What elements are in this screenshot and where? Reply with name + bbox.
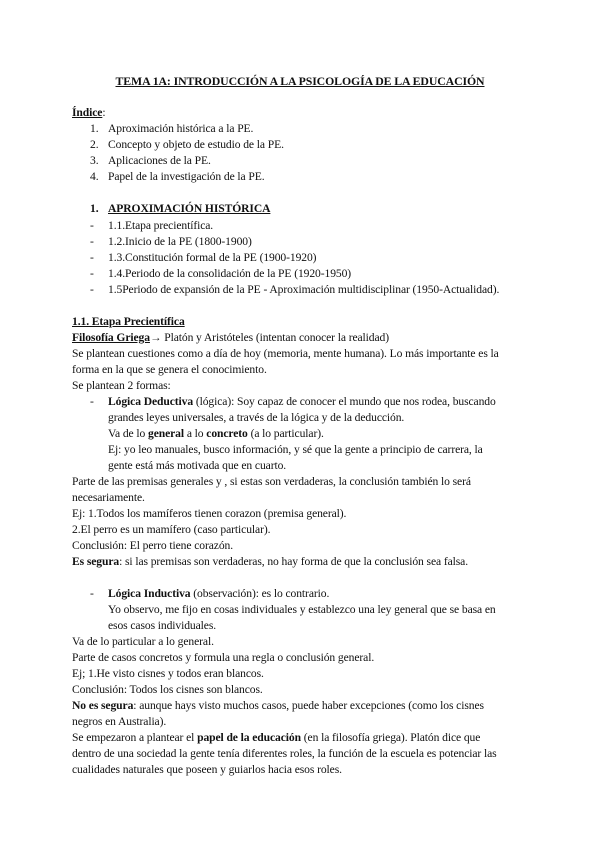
- paragraph-line: 2.El perro es un mamífero (caso particular).: [72, 523, 271, 536]
- index-item-text: Papel de la investigación de la PE.: [108, 170, 265, 183]
- paragraph-line: Va de lo particular a lo general.: [72, 635, 214, 648]
- deductiva-label: Lógica Deductiva: [108, 395, 194, 408]
- paragraph-line: Conclusión: El perro tiene corazón.: [72, 539, 234, 552]
- section-list-text: 1.4.Periodo de la consolidación de la PE (1920-1950): [108, 267, 352, 280]
- filosofia-line: [72, 330, 389, 345]
- paragraph-line: Parte de las premisas generales y , si estas son verdaderas, la conclusión también lo será: [72, 475, 471, 488]
- index-item-number: 3.: [90, 154, 99, 167]
- paragraph-line: Se plantean cuestiones como a día de hoy (memoria, mente humana). Lo más importante es la: [72, 347, 499, 360]
- concreto-term: concreto: [206, 427, 248, 440]
- document-page: TEMA 1A: INTRODUCCIÓN A LA PSICOLOGÍA DE LA EDUCACIÓN Índice: 1. Aproximación histórica a la PE. 2. Concepto y objeto de estudio de la PE. 3. Aplicaciones de la PE. 4. Papel de la investigación de la PE. 1. APROXIMACIÓN HISTÓRICA - 1.1.Etapa precientífica. - 1.2.Inicio de la PE (1800-1900) - 1.3.Constitución formal de la PE (1900-1920) - 1.4.Periodo de la consolidación de la PE (1920-1950) - 1.5Periodo de expansión de la PE - Aproximación multidisciplinar (1950-Actualidad). 1.1. Etapa Precientífica Filosofía Griega→ Platón y Aristóteles (intentan conocer la realidad) Se plantean cuestiones como a día de hoy (memoria, mente humana). Lo más importante es la forma en la que se genera el conocimiento. Se plantean 2 formas: - Lógica Deductiva (lógica): Soy capaz de conocer el mundo que nos rodea, buscando grandes leyes universales, a través de la lógica y de la deducción. Va de lo general a lo concreto (a lo particular). Ej: yo leo manuales, busco información, y sé que la gente a principio de carrera, la gente está más motivada que en cuarto. Parte de las premisas generales y , si estas son verdaderas, la conclusión también lo será necesariamente. Ej: 1.Todos los mamíferos tienen corazon (premisa general). 2.El perro es un mamífero (caso particular). Conclusión: El perro tiene corazón. Es segura: si las premisas son verdaderas, no hay forma de que la conclusión sea falsa. - Lógica Inductiva (observación): es lo contrario. Yo observo, me fijo en cosas individuales y establezco una ley general que se basa en esos casos individuales. Va de lo particular a lo general. Parte de casos concretos y formula una regla o conclusión general. Ej; 1.He visto cisnes y todos eran blancos. Conclusión: Todos los cisnes son blancos. No es segura: aunque hays visto muchos casos, puede haber excepciones (como los cisnes negros en Australia). Se empezaron a plantear el papel de la educación (en la filosofía griega). Platón dice que dentro de una sociedad la gente tenía diferentes roles, la función de la escuela es potenciar las cualidades naturales que poseen y guiarlos hacia esos roles.: [0, 0, 600, 848]
- section-title: APROXIMACIÓN HISTÓRICA: [108, 202, 271, 215]
- inductiva-line: esos casos individuales.: [108, 619, 217, 632]
- inductiva-line: Yo observo, me fijo en cosas individuales y establezco una ley general que se basa en: [108, 603, 496, 616]
- segura-label: Es segura: [72, 555, 120, 568]
- filosofia-text: → Platón y Aristóteles (intentan conocer la realidad): [149, 331, 389, 344]
- section-list-text: 1.3.Constitución formal de la PE (1900-1920): [108, 251, 317, 264]
- index-item-number: 4.: [90, 170, 99, 183]
- subsection-heading: 1.1. Etapa Precientífica: [72, 315, 185, 328]
- section-number: 1.: [90, 202, 99, 215]
- paragraph-line: Ej; 1.He visto cisnes y todos eran blancos.: [72, 667, 264, 680]
- paragraph-line: Parte de casos concretos y formula una regla o conclusión general.: [72, 651, 375, 664]
- paragraph-line: Se plantean 2 formas:: [72, 379, 171, 392]
- index-item-number: 2.: [90, 138, 99, 151]
- deductiva-line: grandes leyes universales, a través de la lógica y de la deducción.: [108, 411, 405, 424]
- paragraph-line: dentro de una sociedad la gente tenía diferentes roles, la función de la escuela es potenciar las: [72, 747, 497, 760]
- papel-term: papel de la educación: [197, 731, 301, 744]
- paragraph-line: cualidades naturales que poseen y guiarlos hacia esos roles.: [72, 763, 342, 776]
- index-item-text: Aproximación histórica a la PE.: [108, 122, 254, 135]
- inductiva-text: (observación): es lo contrario.: [190, 587, 330, 600]
- index-item-text: Concepto y objeto de estudio de la PE.: [108, 138, 284, 151]
- index-colon: :: [102, 106, 106, 119]
- deductiva-line: Ej: yo leo manuales, busco información, y sé que la gente a principio de carrera, la: [108, 443, 483, 456]
- deductiva-line: Va de lo general a lo concreto (a lo particular).: [108, 427, 324, 440]
- deductiva-text: (lógica): Soy capaz de conocer el mundo que nos rodea, buscando: [193, 395, 496, 408]
- inductiva-label: Lógica Inductiva: [108, 587, 191, 600]
- index-heading: [72, 105, 105, 120]
- index-item-text: Aplicaciones de la PE.: [108, 154, 211, 167]
- section-list-text: 1.1.Etapa precientífica.: [108, 219, 214, 232]
- paragraph-line: necesariamente.: [72, 491, 145, 504]
- paragraph-line: Conclusión: Todos los cisnes son blancos.: [72, 683, 263, 696]
- nosegura-line: [72, 698, 484, 713]
- paragraph-line: forma en la que se genera el conocimiento.: [72, 363, 267, 376]
- paragraph-line: negros en Australia).: [72, 715, 167, 728]
- deductiva-line: gente está más motivada que en cuarto.: [108, 459, 287, 472]
- general-term: general: [148, 427, 185, 440]
- section-list-text: 1.5Periodo de expansión de la PE - Aproximación multidisciplinar (1950-Actualidad).: [108, 283, 500, 296]
- index-item-number: 1.: [90, 122, 99, 135]
- filosofia-label: Filosofía Griega: [72, 331, 150, 344]
- segura-text: : si las premisas son verdaderas, no hay forma de que la conclusión sea falsa.: [119, 555, 469, 568]
- paragraph-line: Ej: 1.Todos los mamíferos tienen corazon (premisa general).: [72, 507, 347, 520]
- section-list-text: 1.2.Inicio de la PE (1800-1900): [108, 235, 252, 248]
- index-label: Índice: [72, 106, 103, 119]
- papel-line: Se empezaron a plantear el papel de la educación (en la filosofía griega). Platón dice que: [72, 731, 481, 744]
- document-title: TEMA 1A: INTRODUCCIÓN A LA PSICOLOGÍA DE LA EDUCACIÓN: [115, 74, 485, 88]
- nosegura-label: No es segura: [72, 699, 134, 712]
- nosegura-text: : aunque hays visto muchos casos, puede haber excepciones (como los cisnes: [133, 699, 484, 712]
- segura-line: [72, 554, 468, 569]
